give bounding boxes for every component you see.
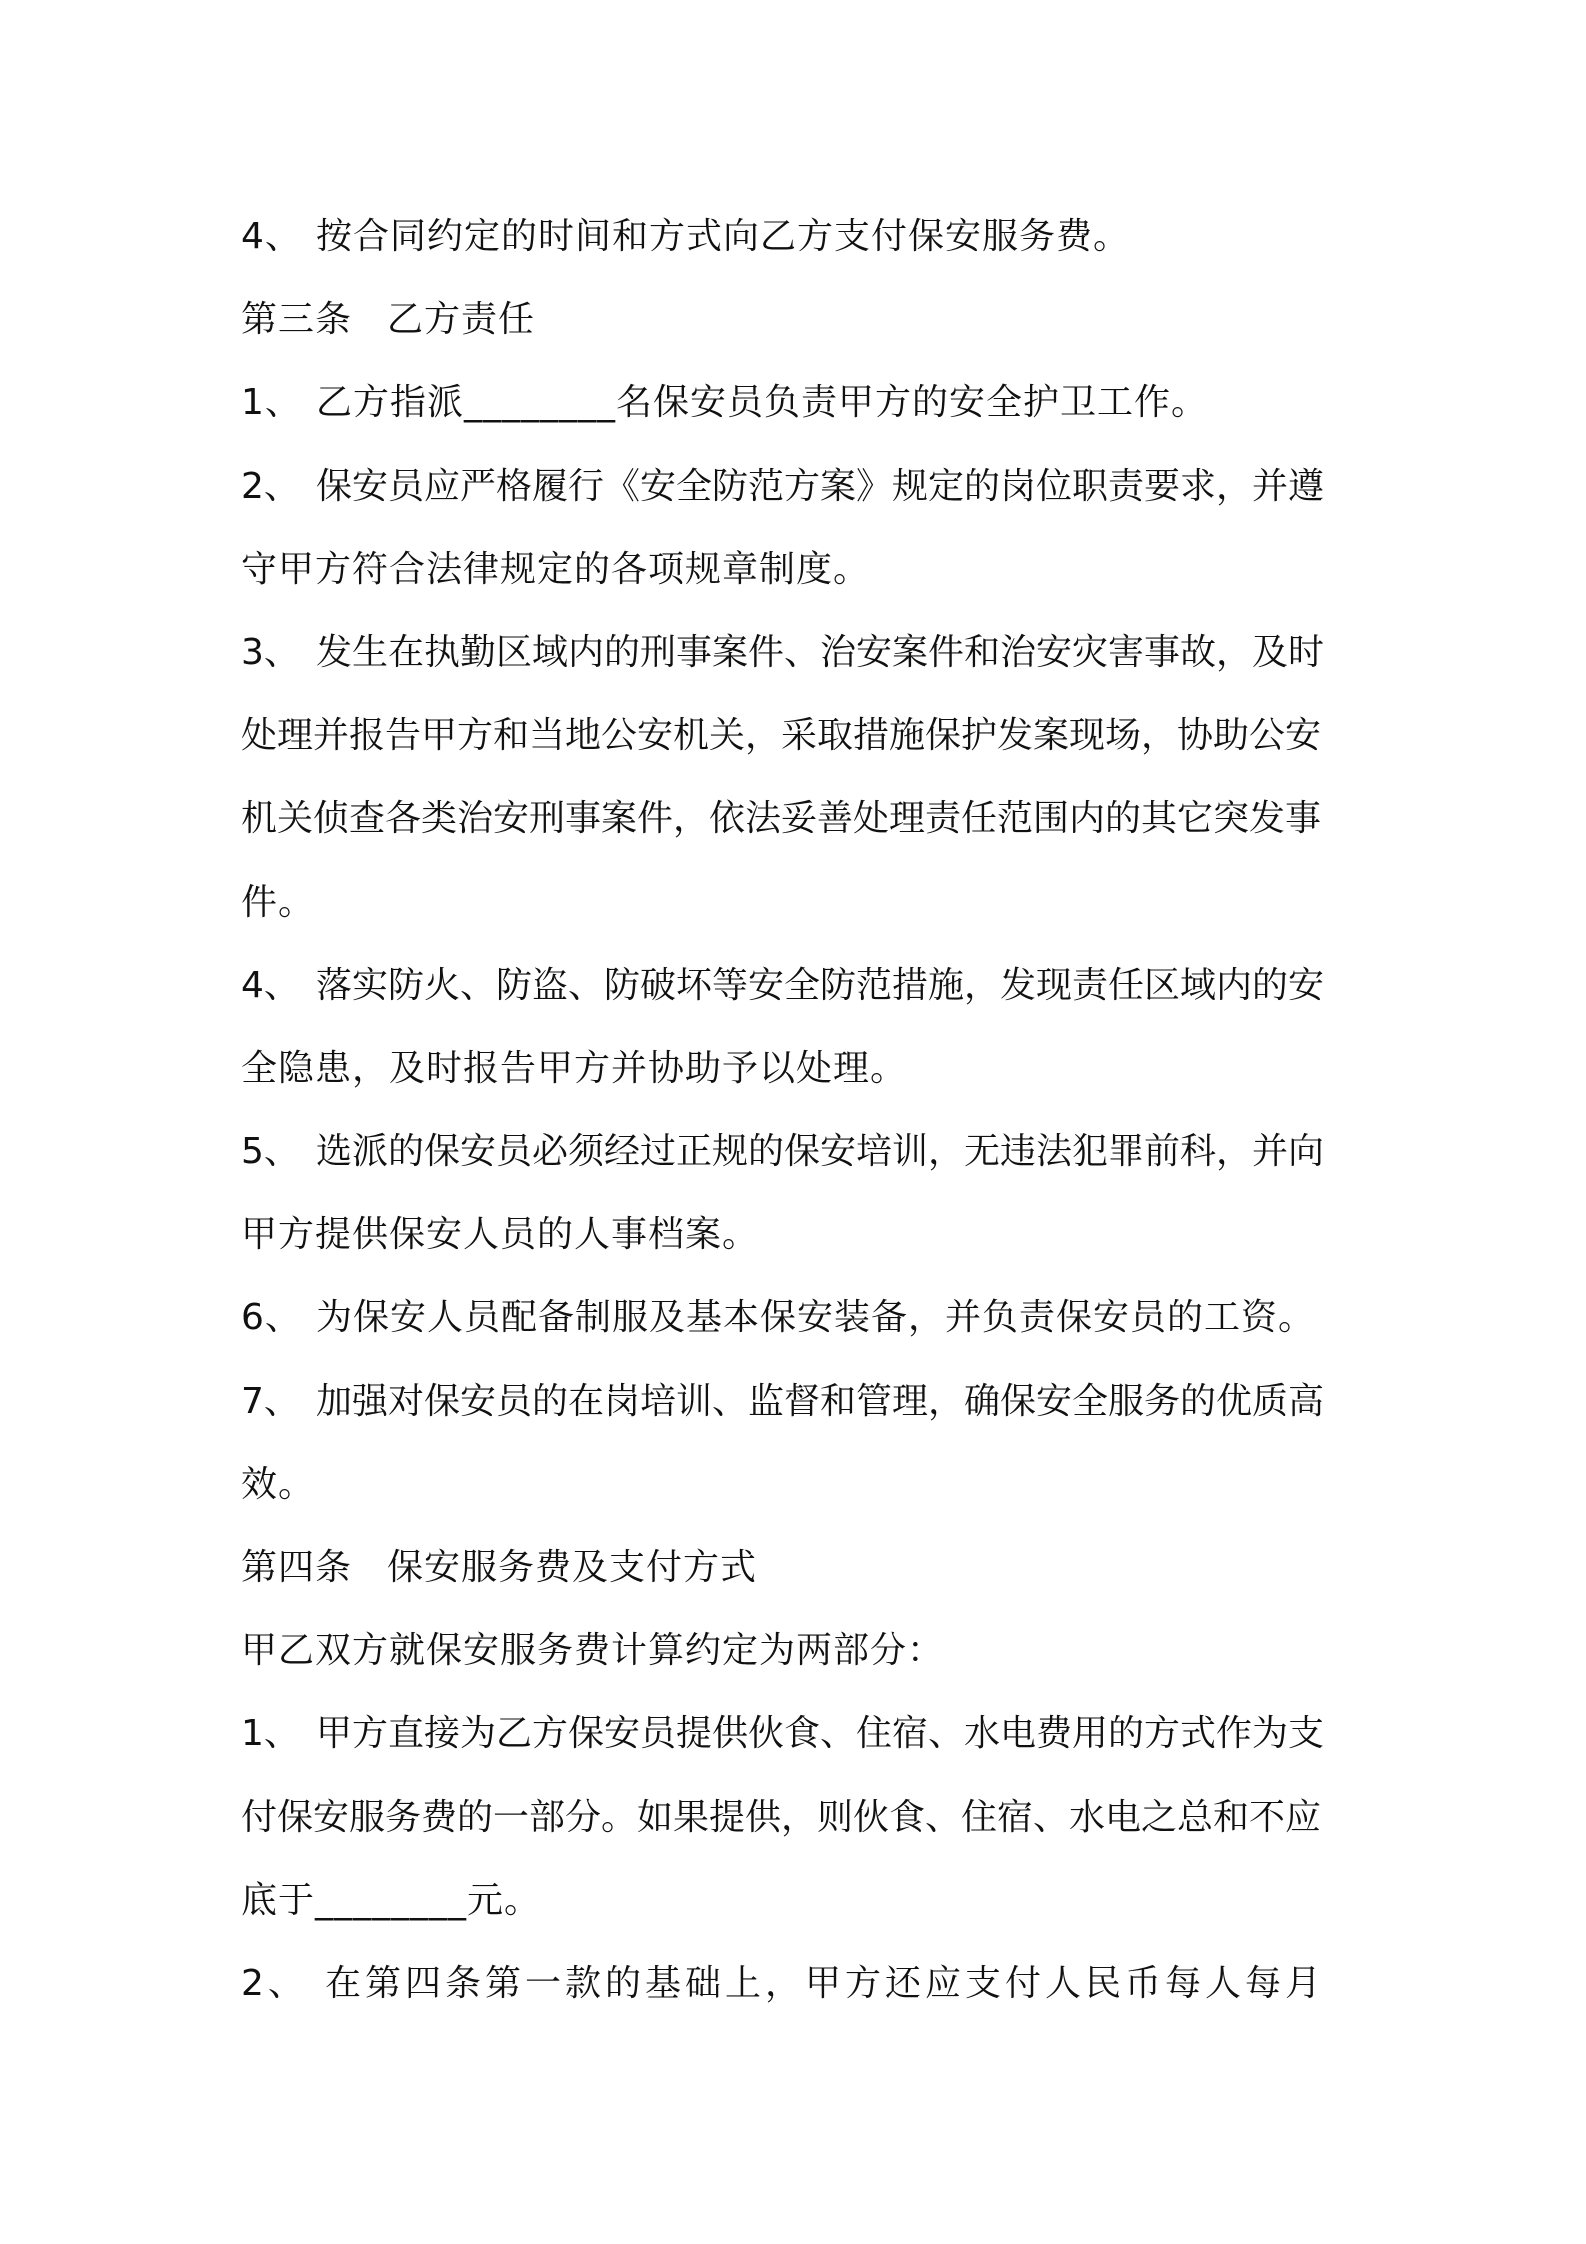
article-heading — [241, 1526, 1361, 1609]
clause-text: 选派的保安员必须经过正规的保安培训，无违法犯罪前科，并向 — [316, 1131, 1325, 1173]
clause-line — [241, 1360, 1361, 1443]
clause-line — [241, 611, 1361, 694]
clause-text: 甲方直接为乙方保安员提供伙食、住宿、水电费用的方式作为支 — [316, 1713, 1325, 1755]
clause-continuation — [241, 1776, 1361, 1859]
article-number: 第四条 — [241, 1547, 353, 1588]
clause-text: 发生在执勤区域内的刑事案件、治安案件和治安灾害事故，及时 — [316, 631, 1325, 673]
clause-text: 落实防火、防盗、防破坏等安全防范措施，发现责任区域内的安 — [316, 964, 1325, 1006]
clause-line — [241, 1942, 1361, 2025]
clause-continuation — [241, 861, 1361, 944]
clause-text: 付保安服务费的一部分。如果提供，则伙食、住宿、水电之总和不应 — [241, 1796, 1322, 1838]
clause-line — [241, 1692, 1361, 1775]
clause-text: 效。 — [241, 1463, 316, 1505]
clause-continuation — [241, 694, 1361, 777]
clause-number: 7、 — [241, 1380, 300, 1422]
clause-number: 4、 — [241, 216, 302, 257]
clause-number: 5、 — [241, 1131, 300, 1173]
clause-text: 机关侦查各类治安刑事案件，依法妥善处理责任范围内的其它突发事 — [241, 798, 1322, 840]
contract-text — [241, 195, 1361, 2025]
article-title: 保安服务费及支付方式 — [387, 1547, 758, 1588]
clause-text: 件。 — [241, 881, 316, 923]
clause-text: 守甲方符合法律规定的各项规章制度。 — [241, 548, 871, 590]
clause-text: 甲方提供保安人员的人事档案。 — [241, 1214, 760, 1256]
clause-line — [241, 445, 1361, 528]
clause-number: 4、 — [241, 964, 300, 1006]
article-number: 第三条 — [241, 299, 353, 341]
clause-line — [241, 361, 1361, 444]
clause-continuation — [241, 1193, 1361, 1276]
clause-line — [241, 1110, 1361, 1193]
clause-text: 加强对保安员的在岗培训、监督和管理，确保安全服务的优质高 — [316, 1380, 1325, 1422]
clause-text: 处理并报告甲方和当地公安机关，采取措施保护发案现场，协助公安 — [241, 715, 1322, 757]
clause-continuation — [241, 1443, 1361, 1526]
clause-number: 6、 — [241, 1297, 302, 1339]
clause-text: 在第四条第一款的基础上，甲方还应支付人民币每人每月 — [325, 1962, 1326, 2004]
clause-number: 1、 — [241, 382, 302, 424]
article-heading — [241, 278, 1361, 361]
clause-line — [241, 1276, 1361, 1359]
clause-number: 2、 — [241, 465, 300, 507]
paragraph-line — [241, 1609, 1361, 1692]
clause-number: 3、 — [241, 631, 300, 673]
clause-text: 按合同约定的时间和方式向乙方支付保安服务费。 — [316, 216, 1131, 257]
clause-continuation — [241, 1859, 1361, 1942]
paragraph-text: 甲乙双方就保安服务费计算约定为两部分： — [241, 1630, 945, 1672]
clause-number: 1、 — [241, 1713, 300, 1755]
clause-text: 全隐患，及时报告甲方并协助予以处理。 — [241, 1047, 908, 1089]
clause-continuation — [241, 528, 1361, 611]
clause-number: 2、 — [241, 1962, 308, 2004]
clause-text: 保安员应严格履行《安全防范方案》规定的岗位职责要求，并遵 — [316, 465, 1325, 507]
clause-continuation — [241, 777, 1361, 860]
clause-text: 底于________元。 — [241, 1879, 542, 1921]
clause-continuation — [241, 1027, 1361, 1110]
article-title: 乙方责任 — [387, 299, 536, 341]
clause-line — [241, 195, 1361, 278]
clause-text: 乙方指派________名保安员负责甲方的安全护卫工作。 — [316, 382, 1209, 424]
clause-text: 为保安人员配备制服及基本保安装备，并负责保安员的工资。 — [316, 1297, 1316, 1339]
clause-line — [241, 944, 1361, 1027]
